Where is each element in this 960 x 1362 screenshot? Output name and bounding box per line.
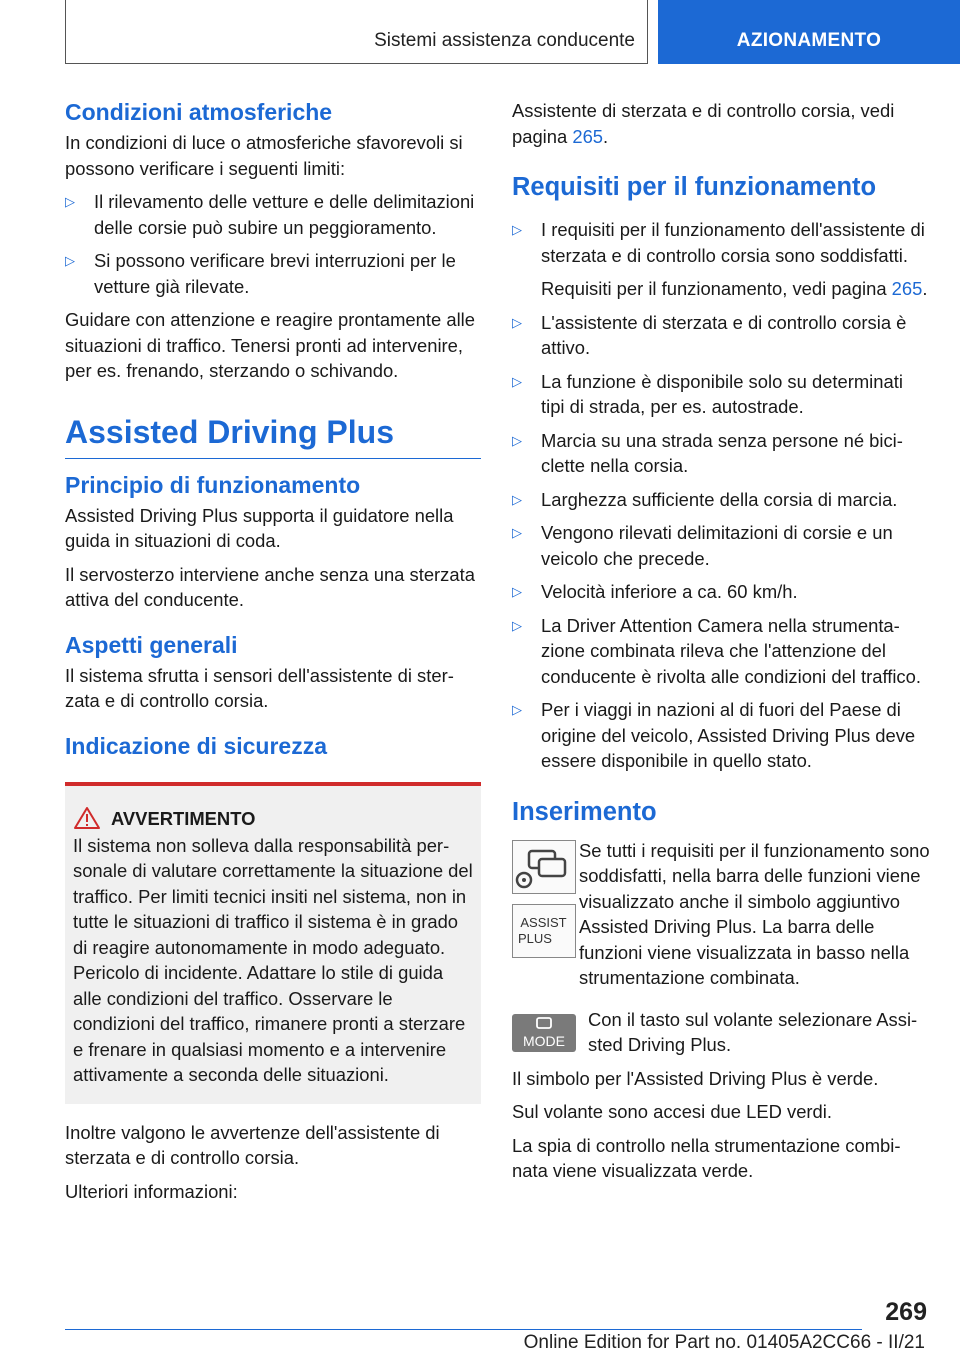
heading-safety: Indicazione di sicurezza <box>65 732 328 759</box>
svg-text:ASSIST: ASSIST <box>520 914 567 930</box>
bullet-triangle-icon: ▷ <box>512 314 522 330</box>
bullet-triangle-icon: ▷ <box>512 373 522 389</box>
footer-edition: Online Edition for Part no. 01405A2CC66 - II/21 <box>523 1332 925 1353</box>
list-item: ▷ Per i viaggi in nazioni al di fuori del Paese di origine del veicolo, Assisted Driving Plus deve essere disponibile in quello stato. <box>512 699 916 771</box>
svg-text:MODE: MODE <box>523 1032 565 1049</box>
paragraph-principle-1: Assisted Driving Plus supporta il guidatore nella guida in situazioni di coda. <box>65 504 454 551</box>
paragraph-general: Il sistema sfrutta i sensori dell'assistente di sterzata e di controllo corsia. <box>65 664 454 711</box>
heading-general: Aspetti generali <box>65 631 238 658</box>
requirements-list <box>512 217 930 774</box>
paragraph-guidance: Guidare con attenzione e reagire prontamente alle situazioni di traffico. Tenersi pronti ad intervenire, per es. frenando, sterzando o schivando. <box>65 309 475 381</box>
list-item: ▷ La Driver Attention Camera nella strumentazione combinata rileva che l'attenzione del conducente è rivolta alle condizioni del traffico. <box>512 614 921 687</box>
bullet-triangle-icon: ▷ <box>65 253 75 268</box>
left-column <box>65 98 481 1212</box>
heading-principle: Principio di funzionamento <box>65 471 361 498</box>
bullet-triangle-icon: ▷ <box>512 584 522 599</box>
warning-box <box>65 782 481 1104</box>
mode-button-icon <box>512 1014 576 1052</box>
paragraph-mode: Con il tasto sul volante selezionare Assisted Driving Plus. <box>588 1008 918 1055</box>
heading-activation: Inserimento <box>512 797 657 826</box>
heading-weather: Condizioni atmosferiche <box>65 99 333 125</box>
paragraph-leds: Sul volante sono accesi due LED verdi. <box>512 1101 832 1122</box>
list-item: ▷ I requisiti per il funzionamento dell'assistente di sterzata e di controllo corsia sono soddisfatti. Requisiti per il funzionamento, vedi pagina 265. <box>512 217 930 302</box>
warning-title: AVVERTIMENTO <box>73 806 473 831</box>
list-item: ▷ Marcia su una strada senza persone né biciclette nella corsia. <box>512 429 903 476</box>
warning-text: Il sistema non solleva dalla responsabilità personale di valutare correttamente la situazione del traffico. Per limiti tecnici insiti nel sistema, non in tutte le situazioni di traffico il sistema è in grado di reagire autonomamente in modo adeguato. Pericolo di incidente. Adattare lo stile di guida alle condizioni del traffico. Osservare le condizioni del traffico, rimanere pronti a sterzare e frenare in qualsiasi momento e a intervenire attivamente a seconda delle situazioni. <box>73 834 473 1085</box>
paragraph-weather: In condizioni di luce o atmosferiche sfavorevoli si possono verificare i seguenti limiti: <box>65 132 463 179</box>
chapter-tab <box>658 0 960 64</box>
paragraph-reference: Assistente di sterzata e di controllo corsia, vedi pagina 265. <box>512 100 895 147</box>
list-item: ▷ Vengono rilevati delimitazioni di corsie e un veicolo che precede. <box>512 522 893 569</box>
paragraph-more: Ulteriori informazioni: <box>65 1180 238 1202</box>
page-link[interactable]: 265 <box>572 125 604 147</box>
activation-block <box>512 838 930 1058</box>
bullet-triangle-icon: ▷ <box>512 491 522 507</box>
bullet-triangle-icon: ▷ <box>512 432 522 448</box>
warning-triangle-icon <box>73 806 101 830</box>
paragraph-also: Inoltre valgono le avvertenze dell'assistente di sterzata e di controllo corsia. <box>65 1121 440 1168</box>
bullet-triangle-icon: ▷ <box>512 525 522 540</box>
heading-requirements: Requisiti per il funzionamento <box>512 173 877 201</box>
page-header <box>0 0 960 66</box>
assist-plus-symbol-icon <box>512 904 576 958</box>
requirements-subnote: Requisiti per il funzionamento, vedi pagina 265. <box>541 278 928 299</box>
paragraph-activation: Se tutti i requisiti per il funzionamento sono soddisfatti, nella barra delle funzioni viene visualizzato anche il simbolo aggiuntivo Assisted Driving Plus. La barra delle funzioni viene visualizzata in basso nella strumentazione combinata. <box>579 839 930 988</box>
footer-divider <box>65 1329 862 1330</box>
bullet-triangle-icon: ▷ <box>65 194 75 209</box>
paragraph-lamp: La spia di controllo nella strumentazione combinata viene visualizzata verde. <box>512 1134 901 1181</box>
lane-assist-symbol-icon <box>512 840 576 894</box>
weather-list <box>65 189 481 299</box>
paragraph-principle-2: Il servosterzo interviene anche senza una sterzata attiva del conducente. <box>65 563 475 610</box>
list-item: ▷ Larghezza sufficiente della corsia di marcia. <box>512 487 930 513</box>
page-number: 269 <box>885 1298 927 1326</box>
svg-text:PLUS: PLUS <box>518 930 552 946</box>
chapter-title: AZIONAMENTO <box>736 30 882 51</box>
section-title: Sistemi assistenza conducente <box>374 30 635 51</box>
list-item: ▷ La funzione è disponibile solo su determinati tipi di strada, per es. autostrade. <box>512 370 903 417</box>
bullet-triangle-icon: ▷ <box>512 222 522 237</box>
bullet-triangle-icon: ▷ <box>512 617 522 633</box>
right-column <box>512 98 930 1192</box>
bullet-triangle-icon: ▷ <box>512 702 522 717</box>
paragraph-symbol: Il simbolo per l'Assisted Driving Plus è verde. <box>512 1067 879 1089</box>
list-item: ▷ L'assistente di sterzata e di controllo corsia è attivo. <box>512 311 907 358</box>
heading-main: Assisted Driving Plus <box>65 412 481 459</box>
list-item: ▷ Il rilevamento delle vetture e delle delimitazioni delle corsie può subire un peggioramento. <box>65 191 475 238</box>
list-item: ▷ Si possono verificare brevi interruzioni per le vetture già rilevate. <box>65 250 456 297</box>
page-link[interactable]: 265 <box>891 278 923 299</box>
list-item: ▷ Velocità inferiore a ca. 60 km/h. <box>512 579 930 605</box>
section-tab <box>65 0 648 64</box>
